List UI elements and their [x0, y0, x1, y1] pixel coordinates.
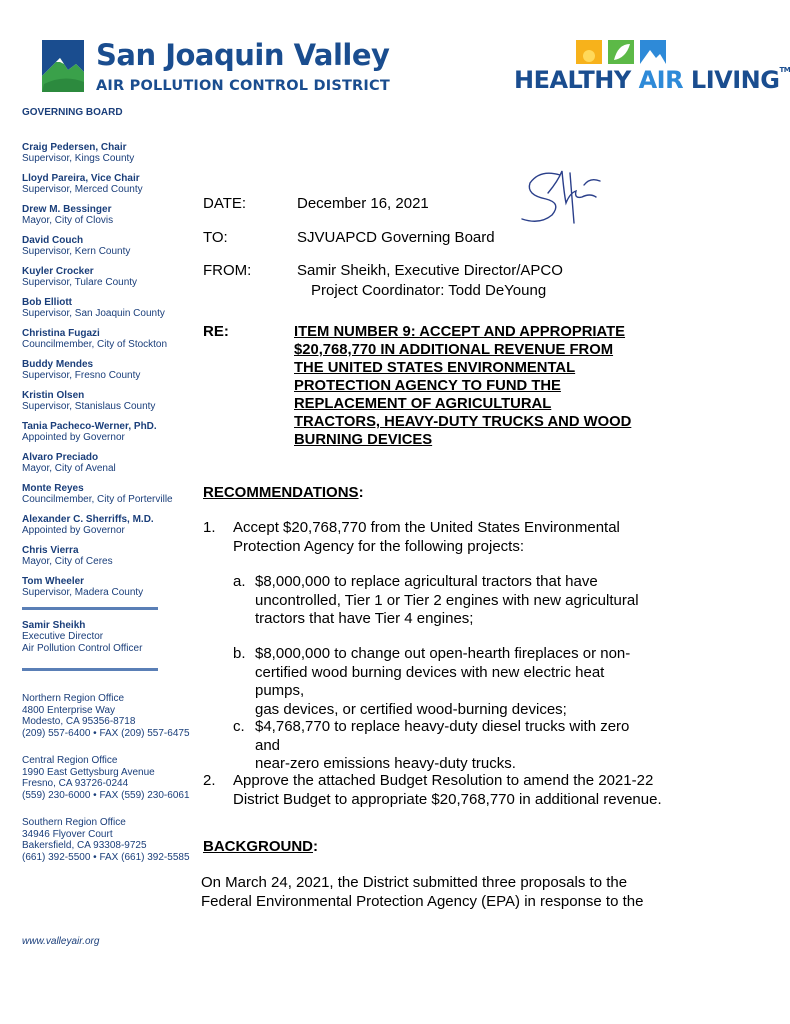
- signature-icon: [500, 163, 610, 235]
- text-line: uncontrolled, Tier 1 or Tier 2 engines with new agricultural: [255, 591, 639, 609]
- background-heading-text: BACKGROUND: [203, 838, 313, 855]
- from-value-coordinator: Project Coordinator: Todd DeYoung: [311, 282, 547, 299]
- from-label: FROM:: [203, 262, 252, 279]
- officer-role: Air Pollution Control Officer: [22, 642, 143, 654]
- board-member: [22, 390, 202, 413]
- text-line: Accept $20,768,770 from the United States Environmental: [233, 519, 620, 536]
- text-line: certified wood burning devices with new electric heat pumps,: [255, 663, 605, 699]
- date-label: DATE:: [203, 195, 247, 212]
- text-line: tractors that have Tier 4 engines;: [255, 610, 474, 627]
- sun-icon: [576, 40, 602, 64]
- board-member: [22, 514, 202, 537]
- brand-text: [514, 66, 790, 94]
- text-line: near-zero emissions heavy-duty trucks.: [255, 755, 516, 772]
- text-line: $8,000,000 to replace agricultural tractors that have: [255, 573, 598, 590]
- member-name: Monte Reyes: [22, 482, 84, 494]
- board-member-list: [22, 142, 202, 599]
- trademark: TM: [779, 66, 790, 74]
- re-line: REPLACEMENT OF AGRICULTURAL: [294, 396, 552, 412]
- brand-living: LIVING: [683, 66, 780, 94]
- board-member: [22, 328, 202, 351]
- office-phone: (209) 557-6400 • FAX (209) 557-6475: [22, 727, 190, 739]
- member-name: Craig Pedersen, Chair: [22, 141, 127, 153]
- healthy-air-living-icons: [574, 38, 669, 66]
- member-role: Supervisor, Merced County: [22, 184, 143, 195]
- member-name: Alexander C. Sherriffs, M.D.: [22, 513, 154, 525]
- office-city: Bakersfield, CA 93308-9725: [22, 840, 147, 851]
- member-role: Supervisor, Tulare County: [22, 277, 138, 288]
- office-street: 1990 East Gettysburg Avenue: [22, 766, 155, 778]
- leaf-icon: [608, 40, 634, 64]
- sub-item-c: [233, 718, 653, 774]
- member-role: Mayor, City of Avenal: [22, 463, 116, 474]
- re-line: THE UNITED STATES ENVIRONMENTAL: [294, 360, 576, 376]
- member-name: Alvaro Preciado: [22, 451, 99, 463]
- officer-role: Executive Director: [22, 631, 104, 642]
- text-line: Federal Environmental Protection Agency (EPA) in response to the: [201, 892, 644, 910]
- re-line: ITEM NUMBER 9: ACCEPT AND APPROPRIATE: [294, 324, 626, 340]
- member-name: Tom Wheeler: [22, 575, 85, 587]
- region-office: [22, 693, 202, 739]
- item-2-number: 2.: [203, 772, 216, 789]
- region-office: [22, 817, 202, 863]
- re-label: RE:: [203, 323, 229, 340]
- region-office-list: [22, 693, 202, 863]
- member-name: Kuyler Crocker: [22, 265, 94, 277]
- member-name: Buddy Mendes: [22, 358, 94, 370]
- board-member: [22, 483, 202, 506]
- office-city: Modesto, CA 95356-8718: [22, 716, 136, 727]
- region-office: [22, 755, 202, 801]
- member-name: Christina Fugazi: [22, 327, 100, 339]
- re-subject: [294, 323, 664, 449]
- governing-board-sidebar: [22, 107, 202, 879]
- member-name: Tania Pacheco-Werner, PhD.: [22, 420, 157, 432]
- member-role: Supervisor, Madera County: [22, 587, 144, 598]
- text-line: $4,768,770 to replace heavy-duty diesel trucks with zero and: [255, 718, 630, 754]
- member-name: Kristin Olsen: [22, 389, 85, 401]
- member-role: Supervisor, Fresno County: [22, 370, 141, 381]
- office-name: Central Region Office: [22, 755, 118, 766]
- board-member: [22, 545, 202, 568]
- sjv-logo: [38, 38, 390, 98]
- text-line: $8,000,000 to change out open-hearth fireplaces or non-: [255, 645, 631, 662]
- office-phone: (559) 230-6000 • FAX (559) 230-6061: [22, 789, 190, 801]
- board-member: [22, 235, 202, 258]
- background-heading: [203, 838, 318, 855]
- divider: [22, 668, 158, 671]
- sub-item-a: [233, 573, 653, 629]
- from-value: Samir Sheikh, Executive Director/APCO: [297, 262, 563, 279]
- background-text: [201, 874, 651, 911]
- item-1-number: 1.: [203, 519, 216, 536]
- office-name: Northern Region Office: [22, 693, 125, 704]
- re-line: PROTECTION AGENCY TO FUND THE: [294, 378, 561, 394]
- item-2-text: [233, 772, 673, 809]
- recommendations-heading: [203, 484, 364, 501]
- mountain-logo-icon: [38, 38, 88, 94]
- board-member: [22, 452, 202, 475]
- member-name: Lloyd Pareira, Vice Chair: [22, 172, 140, 184]
- re-line: TRACTORS, HEAVY-DUTY TRUCKS AND WOOD: [294, 414, 632, 430]
- text-line: Approve the attached Budget Resolution to amend the 2021-22: [233, 772, 654, 789]
- office-street: 4800 Enterprise Way: [22, 704, 116, 716]
- office-street: 34946 Flyover Court: [22, 828, 113, 840]
- board-member: [22, 173, 202, 196]
- sub-item-letter: c.: [233, 718, 245, 735]
- brand-healthy: HEALTHY: [514, 66, 639, 94]
- text-line: On March 24, 2021, the District submitted three proposals to the: [201, 874, 628, 891]
- re-line: BURNING DEVICES: [294, 432, 433, 448]
- board-member: [22, 421, 202, 444]
- text-line: gas devices, or certified wood-burning devices;: [255, 700, 567, 718]
- to-value: SJVUAPCD Governing Board: [297, 229, 495, 246]
- divider: [22, 607, 158, 610]
- officer-name: Samir Sheikh: [22, 619, 86, 631]
- heading-colon: :: [358, 484, 364, 501]
- heading-colon: :: [313, 838, 318, 855]
- brand-air: AIR: [638, 66, 684, 94]
- member-name: Chris Vierra: [22, 544, 79, 556]
- member-role: Councilmember, City of Porterville: [22, 494, 173, 505]
- member-role: Councilmember, City of Stockton: [22, 339, 168, 350]
- member-role: Supervisor, San Joaquin County: [22, 308, 165, 319]
- member-name: Drew M. Bessinger: [22, 203, 112, 215]
- item-1-text: [233, 519, 633, 556]
- governing-board-title: GOVERNING BOARD: [22, 107, 123, 118]
- date-value: December 16, 2021: [297, 195, 429, 212]
- member-role: Supervisor, Kings County: [22, 153, 135, 164]
- board-member: [22, 204, 202, 227]
- member-role: Supervisor, Kern County: [22, 246, 131, 257]
- board-member: [22, 142, 202, 165]
- sub-item-letter: a.: [233, 573, 246, 590]
- org-subtitle: AIR POLLUTION CONTROL DISTRICT: [96, 78, 390, 94]
- website-link[interactable]: www.valleyair.org: [22, 936, 100, 947]
- text-line: District Budget to appropriate $20,768,770 in additional revenue.: [233, 790, 662, 808]
- sub-item-b: [233, 645, 653, 719]
- member-role: Mayor, City of Ceres: [22, 556, 113, 567]
- mountain-icon: [640, 40, 666, 64]
- board-member: [22, 359, 202, 382]
- re-line: $20,768,770 IN ADDITIONAL REVENUE FROM: [294, 342, 614, 358]
- member-role: Supervisor, Stanislaus County: [22, 401, 156, 412]
- board-member: [22, 266, 202, 289]
- board-member: [22, 297, 202, 320]
- executive-officer: [22, 620, 202, 655]
- member-name: David Couch: [22, 234, 84, 246]
- member-name: Bob Elliott: [22, 296, 72, 308]
- member-role: Appointed by Governor: [22, 525, 125, 536]
- member-role: Mayor, City of Clovis: [22, 215, 114, 226]
- office-name: Southern Region Office: [22, 817, 126, 828]
- healthy-air-living-logo: [514, 38, 790, 98]
- board-member: [22, 576, 202, 599]
- member-role: Appointed by Governor: [22, 432, 125, 443]
- text-line: Protection Agency for the following projects:: [233, 537, 524, 555]
- to-label: TO:: [203, 229, 228, 246]
- org-name: San Joaquin Valley: [96, 38, 390, 72]
- office-phone: (661) 392-5500 • FAX (661) 392-5585: [22, 851, 190, 863]
- sub-item-letter: b.: [233, 645, 246, 662]
- office-city: Fresno, CA 93726-0244: [22, 778, 129, 789]
- recommendations-heading-text: RECOMMENDATIONS: [203, 484, 359, 501]
